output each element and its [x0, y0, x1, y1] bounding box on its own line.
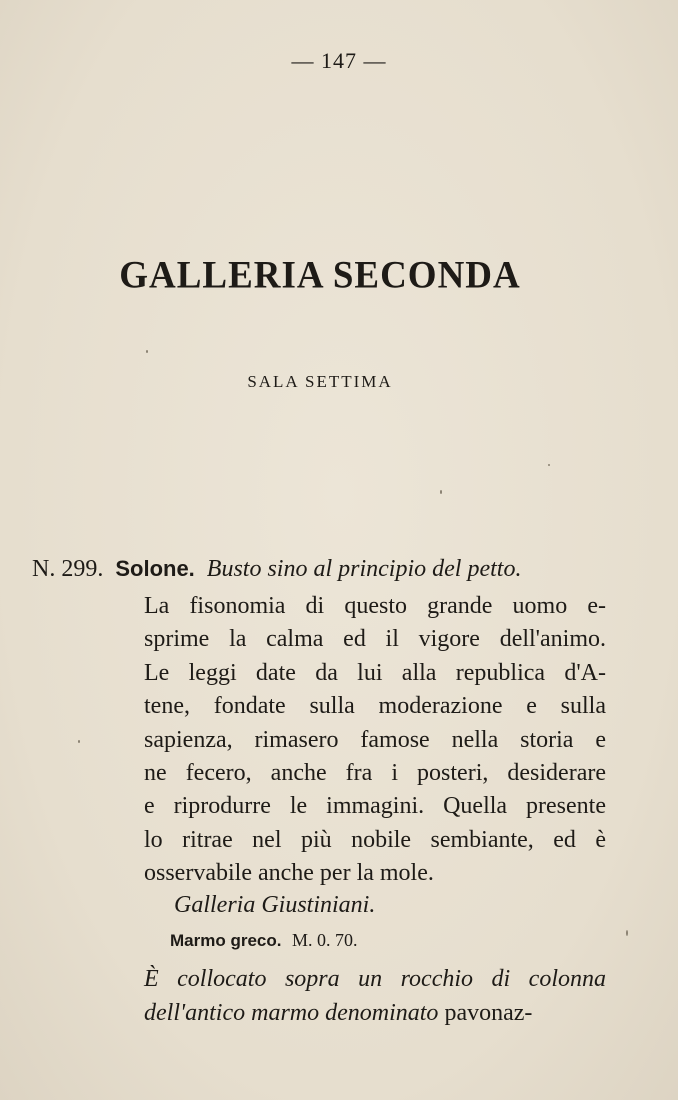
text-line: tene, fondate sulla moderazione e sulla	[144, 693, 606, 720]
entry-subject: Solone.	[115, 556, 195, 581]
text-line: e riprodurre le immagini. Quella presente	[144, 793, 606, 820]
gallery-title: GALLERIA SECONDA	[119, 253, 521, 298]
collection-name: Galleria Giustiniani.	[174, 892, 376, 918]
note-line-italic: dell'antico marmo denominato	[144, 1000, 439, 1026]
paper-speck	[626, 930, 628, 936]
note-line: È collocato sopra un rocchio di colonna	[144, 966, 606, 992]
text-line: osservabile anche per la mole.	[144, 860, 434, 887]
note-line-roman: pavonaz-	[444, 1000, 533, 1026]
entry-body-text	[144, 590, 606, 891]
material-line	[170, 930, 358, 951]
page-number: — 147 —	[291, 48, 387, 73]
entry-heading	[32, 556, 612, 583]
entry-description: Busto sino al principio del petto.	[206, 556, 522, 582]
paper-speck	[440, 490, 442, 494]
material-label: Marmo greco.	[170, 931, 282, 950]
placement-note	[144, 962, 606, 1030]
paper-speck	[146, 350, 148, 353]
text-line: sapienza, rimasero famose nella storia e	[144, 726, 606, 753]
text-line: Le leggi date da lui alla republica d'A-	[144, 659, 606, 686]
measure: M. 0. 70.	[291, 930, 358, 950]
text-line: La fisonomia di questo grande uomo e-	[144, 593, 606, 619]
paper-speck	[78, 740, 80, 743]
note-line	[144, 996, 606, 1030]
text-line: ne fecero, anche fra i posteri, desiderare	[144, 760, 606, 787]
paper-speck	[548, 464, 550, 466]
room-title: SALA SETTIMA	[247, 372, 393, 391]
text-line: sprime la calma ed il vigore dell'animo.	[144, 626, 606, 653]
entry-number: N. 299.	[32, 556, 104, 582]
text-line: lo ritrae nel più nobile sembiante, ed è	[144, 826, 606, 853]
